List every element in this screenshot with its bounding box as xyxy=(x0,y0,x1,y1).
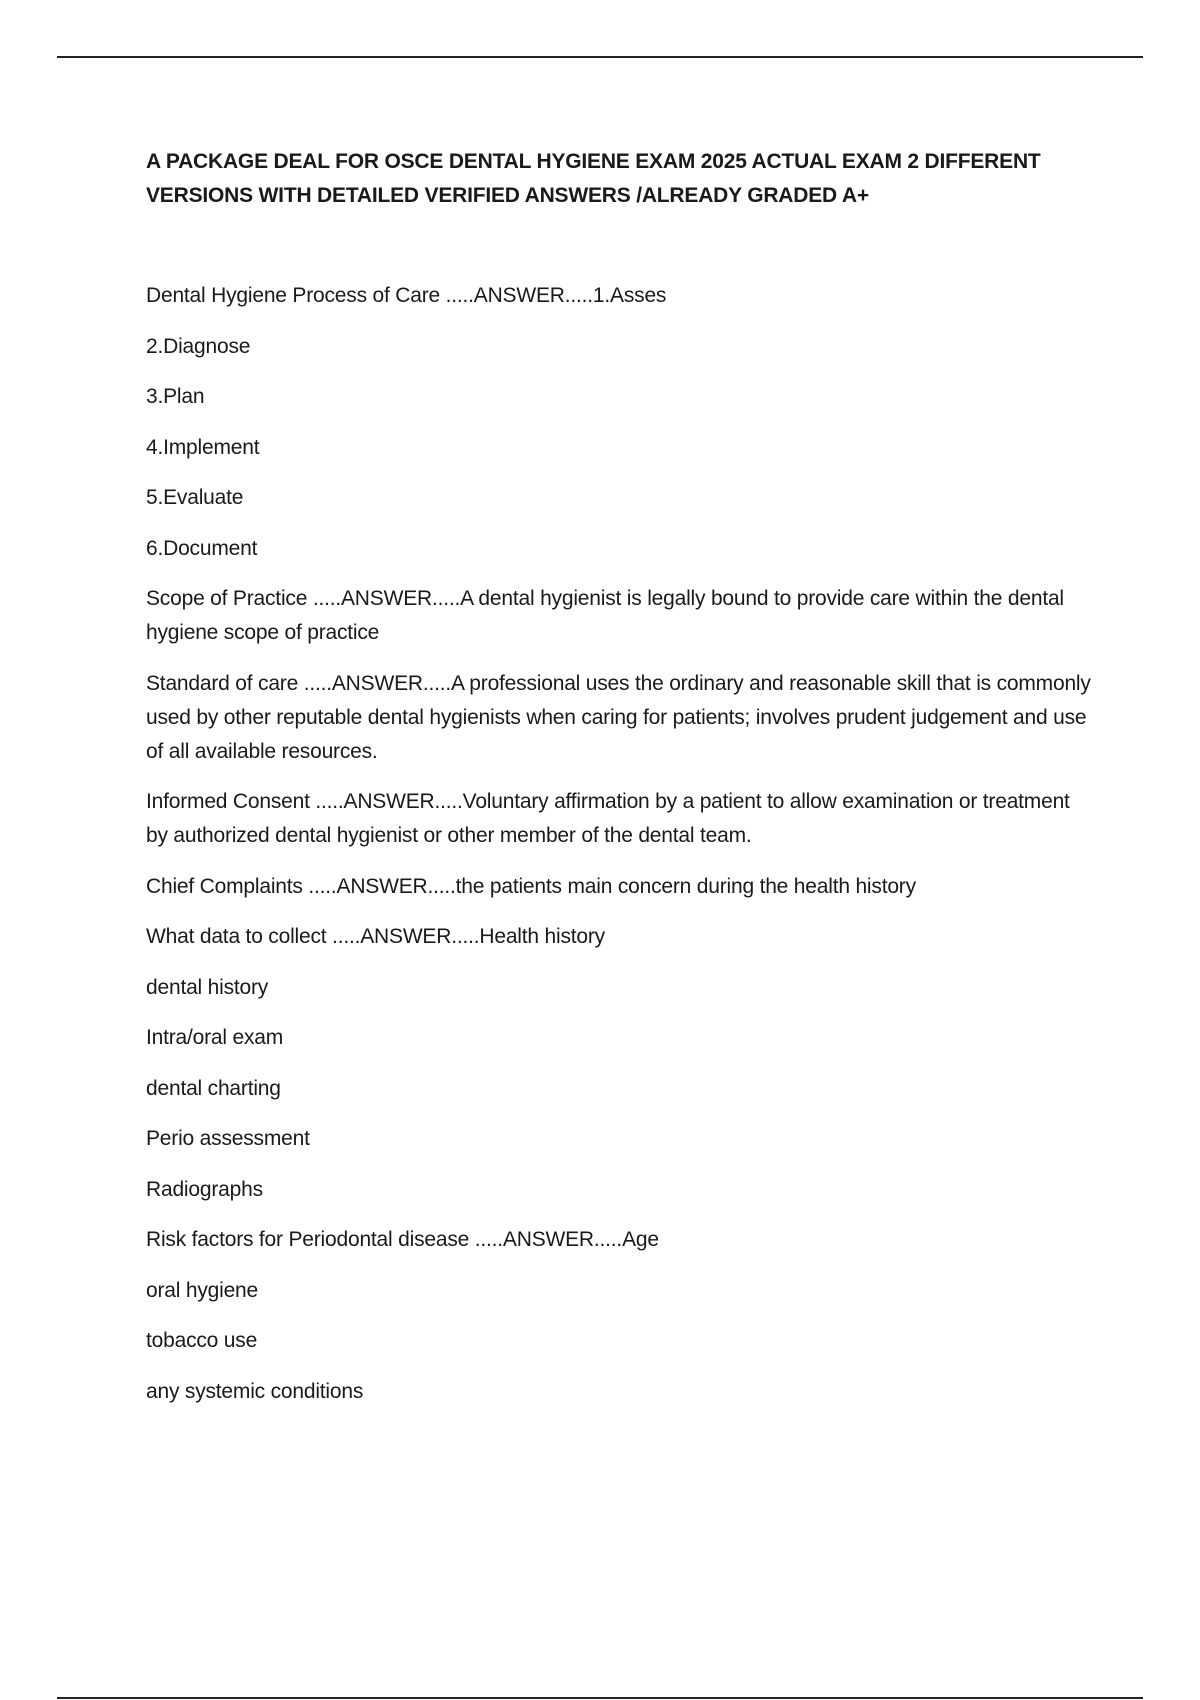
header-rule xyxy=(57,56,1143,58)
document-title: A PACKAGE DEAL FOR OSCE DENTAL HYGIENE EXAM 2025 ACTUAL EXAM 2 DIFFERENT VERSIONS WITH DETAILED VERIFIED ANSWERS /ALREADY GRADED A+ xyxy=(146,150,1041,207)
list-item: Intra/oral exam xyxy=(146,1026,284,1049)
list-item: any systemic conditions xyxy=(146,1379,364,1403)
answer-list xyxy=(146,279,1091,1409)
list-item: Chief Complaints .....ANSWER.....the patients main concern during the health history xyxy=(146,874,916,898)
list-item: oral hygiene xyxy=(146,1278,259,1302)
list-item: 6.Document xyxy=(146,536,258,560)
list-item: dental charting xyxy=(146,1076,281,1100)
list-item: 2.Diagnose xyxy=(146,334,251,358)
list-item: Risk factors for Periodontal disease .....ANSWER.....Age xyxy=(146,1228,659,1251)
list-item: tobacco use xyxy=(146,1329,258,1352)
list-item: Scope of Practice .....ANSWER.....A dental hygienist is legally bound to provide care within the dental hygiene scope of practice xyxy=(146,587,1064,644)
list-item: 4.Implement xyxy=(146,435,260,459)
list-item: Standard of care .....ANSWER.....A professional uses the ordinary and reasonable skill that is commonly used by other reputable dental hygienists when caring for patients; involves prudent judgement and use of all available resources. xyxy=(146,671,1091,763)
footer-rule xyxy=(57,1697,1143,1699)
list-item: Dental Hygiene Process of Care .....ANSWER.....1.Asses xyxy=(146,284,667,307)
list-item: 5.Evaluate xyxy=(146,486,244,509)
list-item: dental history xyxy=(146,975,269,999)
list-item: Radiographs xyxy=(146,1177,263,1201)
list-item: Perio assessment xyxy=(146,1127,310,1150)
list-item: 3.Plan xyxy=(146,385,205,408)
list-item: What data to collect .....ANSWER.....Health history xyxy=(146,925,605,948)
document-body xyxy=(146,145,1091,1425)
list-item: Informed Consent .....ANSWER.....Voluntary affirmation by a patient to allow examination or treatment by authorized dental hygienist or other member of the dental team. xyxy=(146,790,1070,847)
